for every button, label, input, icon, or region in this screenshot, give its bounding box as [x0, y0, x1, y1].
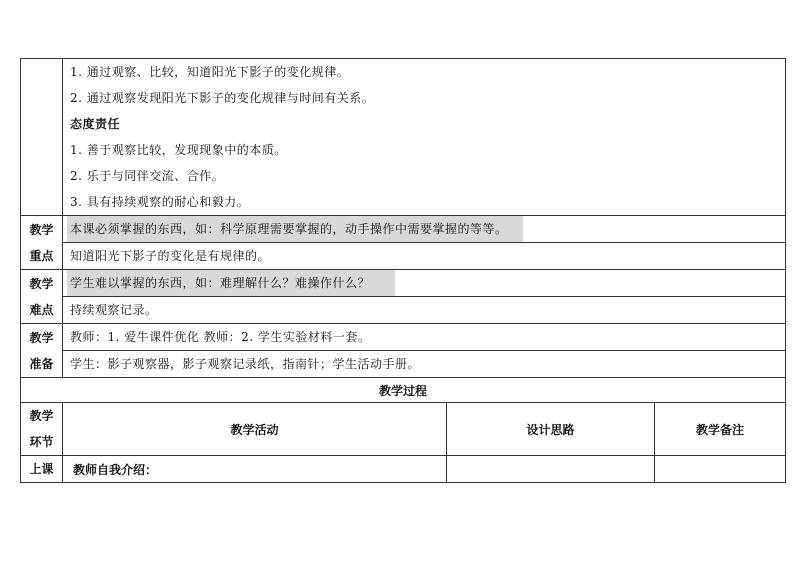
objective-line-1: 1. 通过观察、比较，知道阳光下影子的变化规律。 — [70, 65, 350, 79]
difficulties-content — [63, 270, 786, 324]
process-design — [447, 456, 655, 483]
key-points-content — [63, 216, 786, 270]
difficulties-hint: 学生难以掌握的东西，如：难理解什么？难操作什么？ — [67, 270, 395, 296]
difficulties-row — [21, 270, 786, 324]
process-row — [21, 456, 786, 483]
key-points-text: 知道阳光下影子的变化是有规律的。 — [70, 249, 271, 263]
attitude-line-1: 1. 善于观察比较，发现现象中的本质。 — [70, 143, 287, 157]
difficulties-text: 持续观察记录。 — [70, 303, 158, 317]
design-header: 设计思路 — [447, 403, 655, 456]
activity-header: 教学活动 — [63, 403, 447, 456]
lesson-plan-document — [20, 58, 785, 483]
attitude-line-2: 2. 乐于与同伴交流、合作。 — [70, 169, 225, 183]
preparation-student: 学生：影子观察器，影子观察记录纸，指南针；学生活动手册。 — [70, 357, 421, 371]
preparation-label: 教学 准备 — [21, 324, 63, 378]
objectives-row — [21, 59, 786, 216]
process-header-row — [21, 403, 786, 456]
key-points-label: 教学 重点 — [21, 216, 63, 270]
process-title-row — [21, 378, 786, 403]
objective-line-2: 2. 通过观察发现阳光下影子的变化规律与时间有关系。 — [70, 91, 375, 105]
process-title: 教学过程 — [21, 378, 786, 403]
objectives-content — [63, 59, 786, 216]
preparation-teacher: 教师：1. 爱牛课件优化 教师：2. 学生实验材料一套。 — [70, 330, 371, 344]
key-points-row — [21, 216, 786, 270]
objectives-label-cell — [21, 59, 63, 216]
lesson-plan-table — [20, 58, 786, 483]
process-activity: 教师自我介绍： — [63, 456, 447, 483]
stage-header: 教学 环节 — [21, 403, 63, 456]
difficulties-label: 教学 难点 — [21, 270, 63, 324]
attitude-line-3: 3. 具有持续观察的耐心和毅力。 — [70, 195, 250, 209]
attitude-heading: 态度责任 — [70, 117, 121, 131]
preparation-row — [21, 324, 786, 378]
key-points-hint: 本课必须掌握的东西，如：科学原理需要掌握的，动手操作中需要掌握的等等。 — [67, 216, 523, 242]
preparation-content — [63, 324, 786, 378]
process-notes — [655, 456, 786, 483]
notes-header: 教学备注 — [655, 403, 786, 456]
process-stage: 上课 — [21, 456, 63, 483]
